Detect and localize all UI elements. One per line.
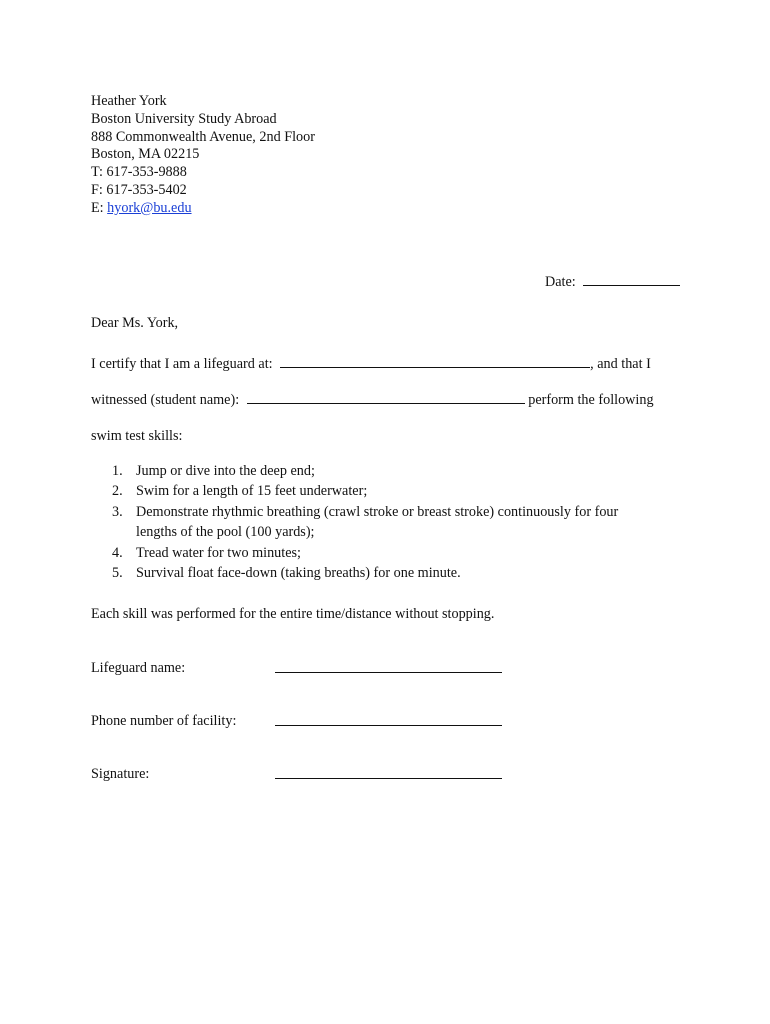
list-number: 3. [112,503,123,520]
sender-phone: T: 617-353-9888 [91,164,187,181]
signature-blank[interactable] [275,778,502,779]
list-text: Jump or dive into the deep end; [136,463,315,479]
facility-phone-label: Phone number of facility: [91,713,237,729]
sender-organization: Boston University Study Abroad [91,110,277,127]
email-prefix: E: [91,199,108,216]
date-blank[interactable] [583,272,680,286]
closing-statement: Each skill was performed for the entire time/distance without stopping. [91,606,495,622]
list-item [112,563,618,583]
sender-fax: F: 617-353-5402 [91,181,187,198]
email-link[interactable]: hyork@bu.edu [107,199,192,216]
witnessed-text: witnessed (student name): [91,392,240,408]
signature-label: Signature: [91,766,150,782]
list-text: Survival float face-down (taking breaths) for one minute. [136,565,461,582]
certify-line-2 [91,390,654,409]
certify-line-1 [91,354,651,373]
sender-email-row [91,200,315,218]
sender-address-block [91,93,315,218]
list-text: Swim for a length of 15 feet underwater; [136,483,368,500]
perform-text: perform the following [528,392,654,408]
sender-city: Boston, MA 02215 [91,146,200,163]
certify-text-end: , and that I [590,356,651,372]
sender-name: Heather York [91,93,167,109]
list-number: 1. [112,463,123,479]
list-item [112,502,618,522]
facility-blank[interactable] [280,354,590,368]
list-item [112,461,618,481]
sender-street: 888 Commonwealth Avenue, 2nd Floor [91,128,315,145]
list-text: Tread water for two minutes; [136,544,301,561]
date-field [545,272,680,291]
list-number: 2. [112,483,123,500]
list-number: 5. [112,565,123,582]
list-item-continuation: lengths of the pool (100 yards); [136,524,315,541]
lifeguard-name-label: Lifeguard name: [91,660,186,676]
facility-phone-blank[interactable] [275,725,502,726]
list-number: 4. [112,544,123,561]
certify-line-3: swim test skills: [91,428,183,444]
skills-list [112,461,618,583]
lifeguard-name-blank[interactable] [275,672,502,673]
student-name-blank[interactable] [247,390,525,404]
list-item [112,543,618,563]
certify-text-start: I certify that I am a lifeguard at: [91,356,273,372]
list-text: Demonstrate rhythmic breathing (crawl stroke or breast stroke) continuously for four [136,503,619,520]
list-item [112,481,618,501]
salutation: Dear Ms. York, [91,315,179,331]
date-label: Date: [545,274,576,290]
